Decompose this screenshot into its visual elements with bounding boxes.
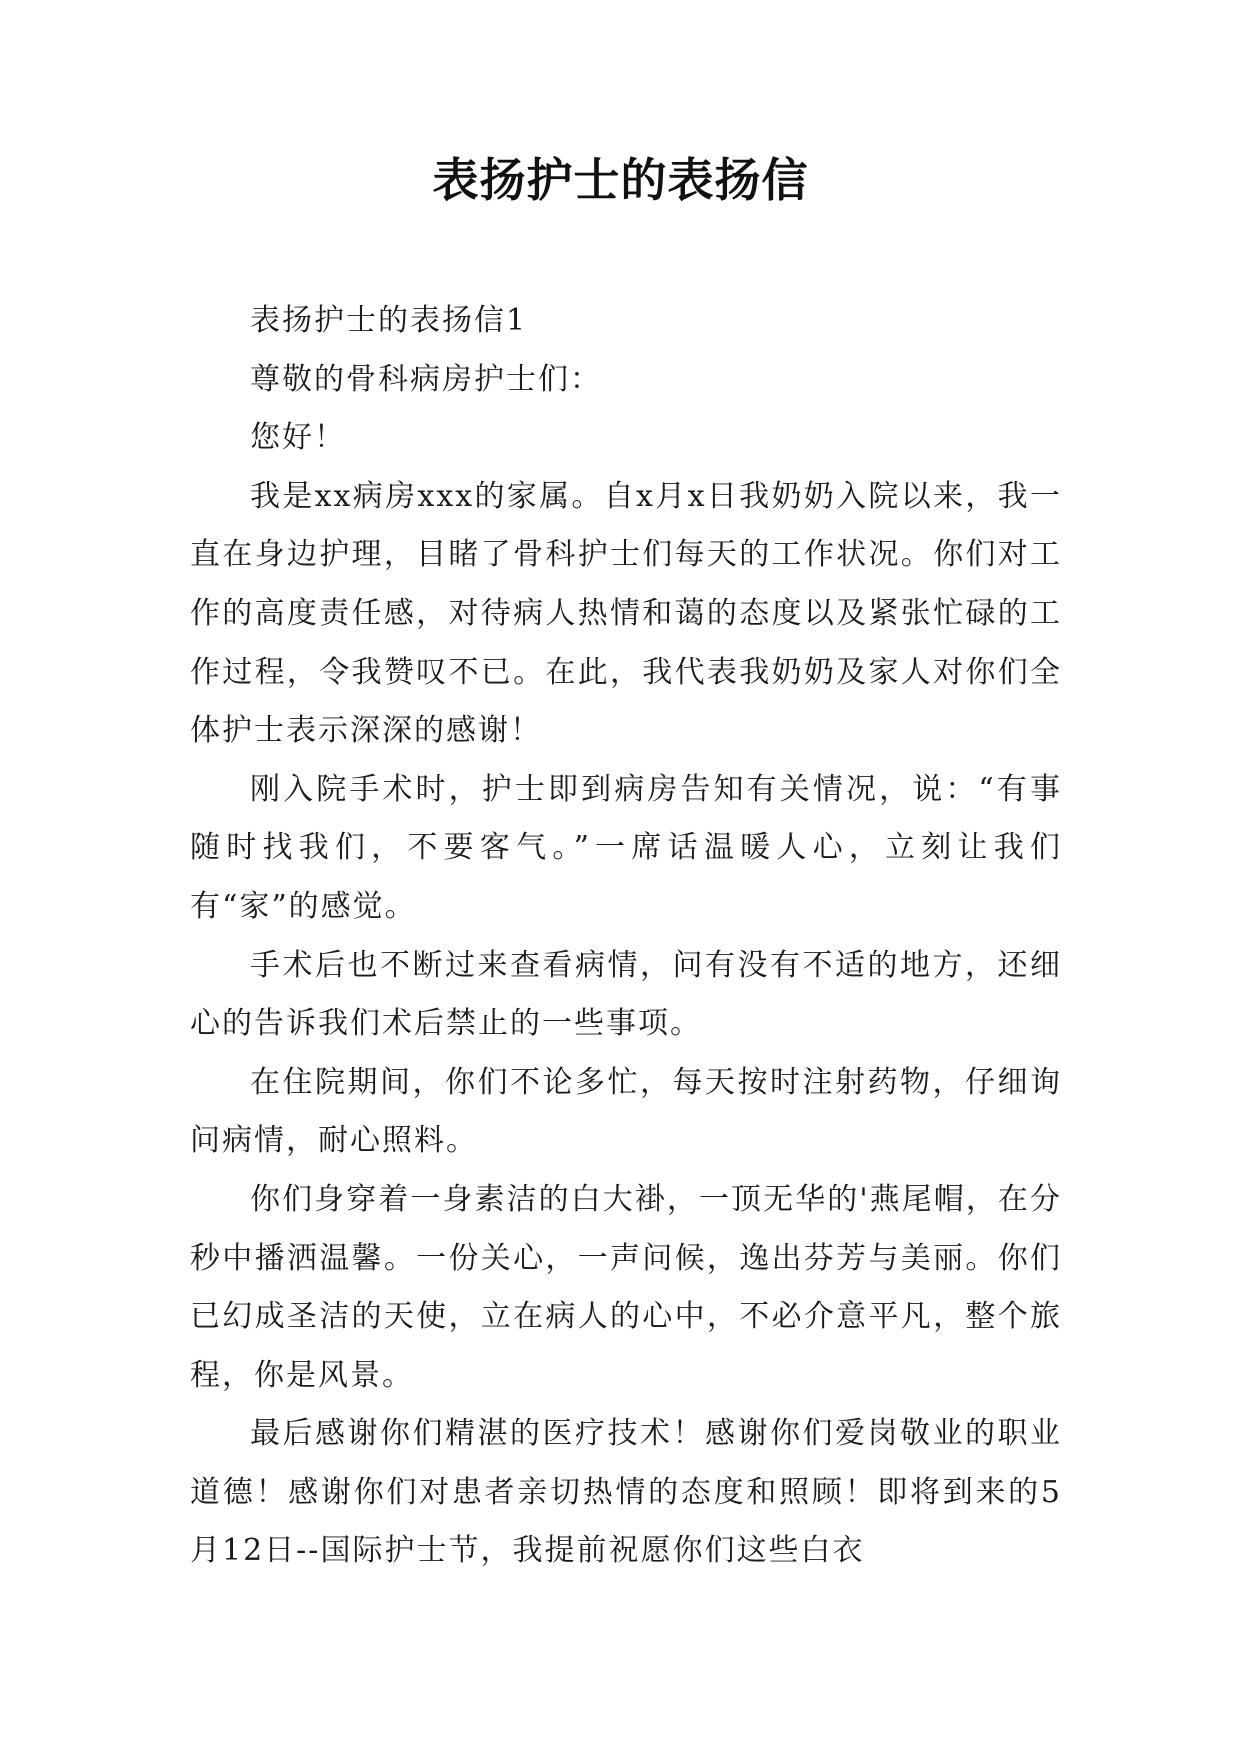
document-body [190, 292, 1062, 1581]
paragraph-salutation: 尊敬的骨科病房护士们： [250, 361, 602, 397]
paragraph: 手术后也不断过来查看病情，问有没有不适的地方，还细心的告诉我们术后禁止的一些事项。 [190, 947, 1062, 1042]
paragraph: 在住院期间，你们不论多忙，每天按时注射药物，仔细询问病情，耐心照料。 [190, 1064, 1062, 1159]
paragraph: 我是xx病房xxx的家属。自x月x日我奶奶入院以来，我一直在身边护理，目睹了骨科护士们每天的工作状况。你们对工作的高度责任感，对待病人热情和蔼的态度以及紧张忙碌的工作过程，令我赞叹不已。在此，我代表我奶奶及家人对你们全体护士表示深深的感谢！ [190, 478, 1062, 749]
document-title: 表扬护士的表扬信 [432, 153, 809, 207]
paragraph-heading: 表扬护士的表扬信1 [250, 303, 528, 338]
paragraph: 最后感谢你们精湛的医疗技术！感谢你们爱岗敬业的职业道德！感谢你们对患者亲切热情的态度和照顾！即将到来的5月12日--国际护士节，我提前祝愿你们这些白衣 [190, 1416, 1062, 1569]
paragraph: 你们身穿着一身素洁的白大褂，一顶无华的'燕尾帽，在分秒中播洒温馨。一份关心，一声问候，逸出芬芳与美丽。你们已幻成圣洁的天使，立在病人的心中，不必介意平凡，整个旅程，你是风景。 [190, 1181, 1062, 1393]
paragraph-greeting: 您好！ [250, 420, 346, 456]
paragraph: 刚入院手术时，护士即到病房告知有关情况，说：“有事随时找我们，不要客气。”一席话温暖人心，立刻让我们有“家”的感觉。 [190, 771, 1062, 924]
